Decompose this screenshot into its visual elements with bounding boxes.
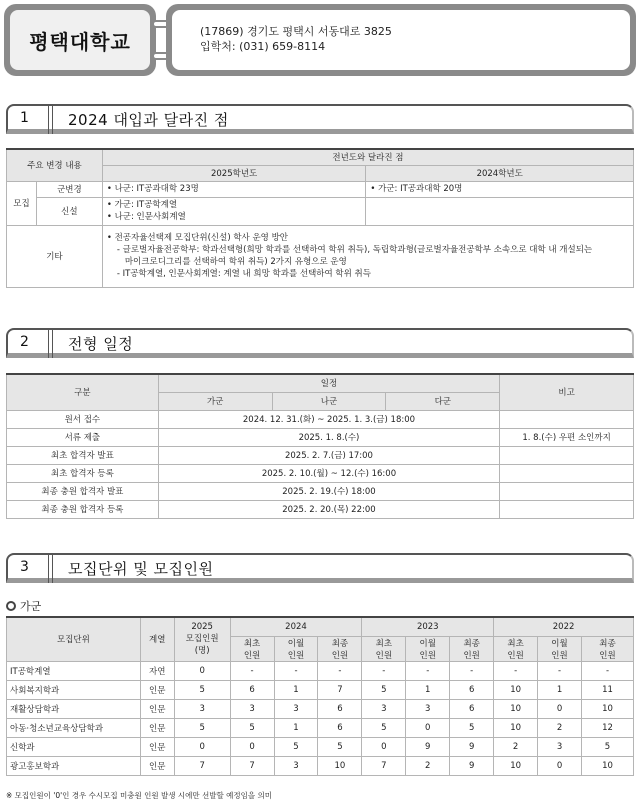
value-cell: - xyxy=(406,661,450,680)
quota-2025-cell: 3 xyxy=(174,699,230,718)
header-ga: 가군 xyxy=(158,392,272,410)
track-cell: 인문 xyxy=(140,699,174,718)
header-final: 최종 인원 xyxy=(581,636,633,661)
etc-label: 기타 xyxy=(7,225,103,287)
etc-content: • 전공자율선택제 모집단위(신설) 학사 운영 방안 - 글로벌자율전공학부: 학과선택형(희망 학과를 선택하여 학위 취득), 독립학과형(글로벌자율전공학부 소속으로 대학 내 개설되는 마이크로디그리를 선택하여 학위 취득) 2가지 유형으로 운영 - IT공학계열, 인문사회계열: 계열 내 희망 학과를 선택하여 학위 취득 xyxy=(102,225,633,287)
value-cell: 10 xyxy=(494,756,538,775)
track-cell: 인문 xyxy=(140,756,174,775)
table-row xyxy=(7,718,634,737)
value-cell: 5 xyxy=(318,737,362,756)
unit-cell: 광고홍보학과 xyxy=(7,756,141,775)
header-2025: 2025학년도 xyxy=(102,165,366,181)
value-cell: 0 xyxy=(538,699,582,718)
header-first: 최초 인원 xyxy=(230,636,274,661)
value-cell: - xyxy=(494,661,538,680)
section-number: 3 xyxy=(20,559,29,575)
header-na: 나군 xyxy=(272,392,386,410)
university-name: 평택대학교 xyxy=(29,29,131,54)
value-cell: 3 xyxy=(538,737,582,756)
header-first: 최초 인원 xyxy=(362,636,406,661)
value-cell: 2 xyxy=(538,718,582,737)
quota-2025-cell: 5 xyxy=(174,680,230,699)
section-title: 전형 일정 xyxy=(68,335,134,353)
table-row xyxy=(7,661,634,680)
header-type: 구분 xyxy=(7,374,159,410)
value-cell: 1 xyxy=(274,718,318,737)
section-number: 2 xyxy=(20,334,29,350)
value-cell: 7 xyxy=(230,756,274,775)
schedule-table xyxy=(6,373,634,519)
value-cell: 10 xyxy=(581,756,633,775)
subhead-ga: 가군 xyxy=(6,598,41,614)
value-cell: 5 xyxy=(230,718,274,737)
value-cell: - xyxy=(450,661,494,680)
quota-2025-cell: 0 xyxy=(174,661,230,680)
quota-2025-cell: 7 xyxy=(174,756,230,775)
header-final: 최종 인원 xyxy=(318,636,362,661)
header-da: 다군 xyxy=(386,392,500,410)
header-move: 이월 인원 xyxy=(406,636,450,661)
cell-2025: • 가군: IT공학계열 • 나군: 인문사회계열 xyxy=(102,197,366,225)
value-cell: 9 xyxy=(450,756,494,775)
value-cell: 1 xyxy=(406,680,450,699)
section-number: 1 xyxy=(20,110,29,126)
value-cell: 2 xyxy=(406,756,450,775)
value-cell: 5 xyxy=(362,718,406,737)
value-cell: 3 xyxy=(362,699,406,718)
value-cell: 10 xyxy=(494,718,538,737)
value-cell: 6 xyxy=(318,699,362,718)
track-cell: 인문 xyxy=(140,680,174,699)
value-cell: 11 xyxy=(581,680,633,699)
header-2024: 2024학년도 xyxy=(366,165,634,181)
section-heading-3 xyxy=(6,553,634,587)
value-cell: 9 xyxy=(406,737,450,756)
value-cell: - xyxy=(362,661,406,680)
contact-box xyxy=(166,4,636,76)
section-title: 2024 대입과 달라진 점 xyxy=(68,111,229,129)
value-cell: 12 xyxy=(581,718,633,737)
footnote: ※ 모집인원이 '0'인 경우 수시모집 미충원 인원 발생 시에만 선발할 예정임을 의미 xyxy=(6,791,272,800)
value-cell: 5 xyxy=(581,737,633,756)
value-cell: 6 xyxy=(230,680,274,699)
row-label: 신설 xyxy=(36,197,102,225)
table-row: 최초 합격자 발표 2025. 2. 7.(금) 17:00 xyxy=(7,446,634,464)
value-cell: 6 xyxy=(450,680,494,699)
table-row xyxy=(7,680,634,699)
header-final: 최종 인원 xyxy=(450,636,494,661)
header-schedule: 일정 xyxy=(158,374,499,392)
header-move: 이월 인원 xyxy=(538,636,582,661)
cell-2024: • 가군: IT공과대학 20명 xyxy=(366,181,634,197)
unit-cell: 재활상담학과 xyxy=(7,699,141,718)
unit-cell: 아동·청소년교육상담학과 xyxy=(7,718,141,737)
unit-cell: IT공학계열 xyxy=(7,661,141,680)
phone: 입학처: (031) 659-8114 xyxy=(200,40,326,53)
value-cell: 6 xyxy=(450,699,494,718)
header-2022: 2022 xyxy=(494,617,634,636)
header-diff: 전년도와 달라진 점 xyxy=(102,149,633,165)
value-cell: - xyxy=(318,661,362,680)
header-main-changes: 주요 변경 내용 xyxy=(7,149,103,181)
value-cell: 10 xyxy=(318,756,362,775)
value-cell: - xyxy=(274,661,318,680)
value-cell: 6 xyxy=(318,718,362,737)
header-track: 계열 xyxy=(140,617,174,661)
header-move: 이월 인원 xyxy=(274,636,318,661)
section-heading-2 xyxy=(6,328,634,362)
value-cell: 3 xyxy=(406,699,450,718)
value-cell: 9 xyxy=(450,737,494,756)
table-row: 서류 제출 2025. 1. 8.(수) 1. 8.(수) 우편 소인까지 xyxy=(7,428,634,446)
value-cell: 7 xyxy=(362,756,406,775)
header-2025: 2025 모집인원 (명) xyxy=(174,617,230,661)
quota-2025-cell: 0 xyxy=(174,737,230,756)
quota-2025-cell: 5 xyxy=(174,718,230,737)
value-cell: 3 xyxy=(274,699,318,718)
value-cell: 3 xyxy=(274,756,318,775)
university-title-box xyxy=(4,4,156,76)
circle-icon xyxy=(6,601,16,611)
track-cell: 인문 xyxy=(140,737,174,756)
value-cell: - xyxy=(581,661,633,680)
changes-table xyxy=(6,148,634,288)
track-cell: 자연 xyxy=(140,661,174,680)
value-cell: 0 xyxy=(230,737,274,756)
value-cell: - xyxy=(538,661,582,680)
table-row xyxy=(7,737,634,756)
value-cell: 7 xyxy=(318,680,362,699)
cell-2025: • 나군: IT공과대학 23명 xyxy=(102,181,366,197)
table-row: 최초 합격자 등록 2025. 2. 10.(월) ~ 12.(수) 16:00 xyxy=(7,464,634,482)
value-cell: 10 xyxy=(494,680,538,699)
value-cell: - xyxy=(230,661,274,680)
value-cell: 10 xyxy=(494,699,538,718)
value-cell: 5 xyxy=(362,680,406,699)
value-cell: 0 xyxy=(406,718,450,737)
table-row: 최종 충원 합격자 발표 2025. 2. 19.(수) 18:00 xyxy=(7,482,634,500)
section-heading-1 xyxy=(6,104,634,138)
value-cell: 0 xyxy=(362,737,406,756)
table-row xyxy=(7,756,634,775)
value-cell: 10 xyxy=(581,699,633,718)
value-cell: 5 xyxy=(274,737,318,756)
track-cell: 인문 xyxy=(140,718,174,737)
table-row xyxy=(7,699,634,718)
value-cell: 2 xyxy=(494,737,538,756)
address: (17869) 경기도 평택시 서동대로 3825 xyxy=(200,25,392,38)
value-cell: 0 xyxy=(538,756,582,775)
table-row: 최종 충원 합격자 등록 2025. 2. 20.(목) 22:00 xyxy=(7,500,634,518)
value-cell: 1 xyxy=(538,680,582,699)
row-label: 군변경 xyxy=(36,181,102,197)
unit-cell: 신학과 xyxy=(7,737,141,756)
value-cell: 3 xyxy=(230,699,274,718)
header-2024: 2024 xyxy=(230,617,362,636)
header-note: 비고 xyxy=(500,374,634,410)
header-first: 최초 인원 xyxy=(494,636,538,661)
unit-cell: 사회복지학과 xyxy=(7,680,141,699)
table-row: 원서 접수 2024. 12. 31.(화) ~ 2025. 1. 3.(금) 18:00 xyxy=(7,410,634,428)
page-header xyxy=(4,4,636,76)
value-cell: 1 xyxy=(274,680,318,699)
header-2023: 2023 xyxy=(362,617,494,636)
quota-table xyxy=(6,616,634,776)
group-label: 모집 xyxy=(7,181,37,225)
cell-2024 xyxy=(366,197,634,225)
value-cell: 5 xyxy=(450,718,494,737)
header-unit: 모집단위 xyxy=(7,617,141,661)
section-title: 모집단위 및 모집인원 xyxy=(68,560,214,578)
